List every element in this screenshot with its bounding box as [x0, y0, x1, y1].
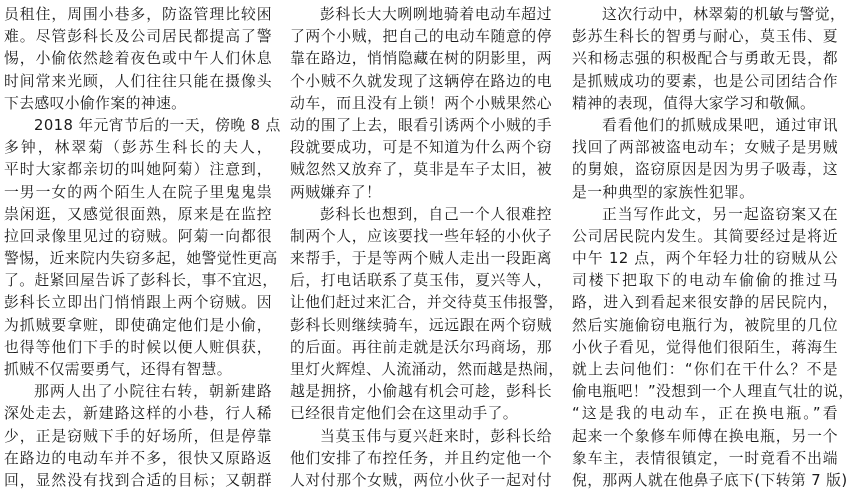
- paragraph-start-line: 彭科长大大咧咧地骑着电动车超过: [320, 6, 552, 23]
- text-line: 后，打电话联系了莫玉伟，夏兴等人，: [290, 272, 552, 290]
- text-line: 让他们赶过来汇合，并交待莫玉伟报警，: [290, 294, 564, 312]
- text-line: 然后实施偷窃电瓶行为，被院里的几位: [572, 316, 838, 334]
- text-line: 时间常来光顾，人们往往只能在摄像头: [4, 72, 272, 90]
- text-line: 一男一女的两个陌生人在院子里鬼鬼祟: [4, 183, 272, 201]
- text-line: 多钟，林翠菊（彭苏生科长的夫人，: [4, 139, 272, 157]
- text-line: 司楼下把取下的电动车偷偷的推过马: [572, 272, 838, 290]
- text-line: 已经很肯定他们会在这里动手了。: [290, 405, 518, 423]
- text-line: 是一种典型的家族性犯罪。: [572, 183, 755, 201]
- text-line: 回，显然没有找到合适的目标；又朝群: [4, 471, 272, 489]
- text-line: 是抓贼成功的要素，也是公司团结合作: [572, 72, 838, 90]
- text-line: 下去感叹小偷作案的神速。: [4, 94, 187, 112]
- text-line: “这是我的电动车，正在换电瓶。”看: [572, 405, 838, 423]
- text-line: 平时大家都亲切的叫她阿菊）注意到，: [4, 161, 272, 179]
- text-line: 找回了两部被盗电动车；女贼子是男贼: [572, 139, 838, 157]
- article-column-2: [290, 0, 564, 489]
- text-line: 小伙子看见，觉得他们很陌生，蒋海生: [572, 338, 838, 356]
- text-line: 动车，而且没有上锁！两个小贼果然心: [290, 94, 552, 112]
- text-line: 少，正是窃贼下手的好场所，但是停靠: [4, 427, 272, 445]
- paragraph-start-line: 看看他们的抓贼成果吧，通过审讯: [602, 116, 838, 134]
- text-line: 员租住，周围小巷多，防盗管理比较困: [4, 6, 272, 23]
- article-column-3: [572, 0, 854, 489]
- paragraph-start-line: 2018 年元宵节后的一天，傍晚 8 点: [34, 116, 281, 134]
- text-line: 路，进入到看起来很安静的居民院内，: [572, 294, 838, 312]
- article-column-1: [4, 0, 281, 489]
- text-line: 中午 12 点，两个年轻力壮的窃贼从公: [572, 250, 838, 268]
- text-line: 就上去问他们：“你们在干什么？不是: [572, 361, 838, 378]
- text-line: 彭科长则继续骑车，远远跟在两个窃贼: [290, 316, 552, 334]
- text-line: 两贼嫌弃了！: [290, 183, 382, 201]
- text-line: 惕，小偷依然趁着夜色或中午人们休息: [4, 50, 272, 68]
- text-line: 难。尽管彭科长及公司居民都提高了警: [4, 28, 272, 46]
- text-line: 动的围了上去，眼看引诱两个小贼的手: [290, 116, 552, 134]
- paragraph-start-line: 正当写作此文，另一起盗窃案又在: [602, 205, 838, 223]
- text-line: 了。赶紧回屋告诉了彭科长，事不宜迟，: [4, 272, 278, 290]
- paragraph-start-line: 彭科长也想到，自己一个人很难控: [320, 205, 552, 223]
- text-line: 深处走去，新建路这样的小巷，行人稀: [4, 405, 272, 423]
- text-line: 他们安排了布控任务，并且约定他一个: [290, 449, 552, 467]
- paragraph-start-line: 当莫玉伟与夏兴赶来时，彭科长给: [320, 427, 552, 445]
- text-line: 的后面。再往前走就是沃尔玛商场，那: [290, 338, 552, 356]
- paragraph-start-line: 这次行动中，林翠菊的机敏与警觉，: [602, 6, 846, 23]
- text-line: 为抓贼要拿赃，即使确定他们是小偷，: [4, 316, 272, 334]
- text-line: 公司居民院内发生。其简要经过是将近: [572, 227, 838, 245]
- text-line: 里灯火辉煌、人流涌动，然而越是热闹，: [290, 361, 564, 378]
- text-line: 警惕，近来院内失窃多起，她警觉性更高: [4, 250, 278, 268]
- text-line: 在路边的电动车并不多，很快又原路返: [4, 449, 272, 467]
- text-line: 来帮手，于是等两个贼人走出一段距离: [290, 250, 552, 268]
- text-line: 彭苏生科长的智勇与耐心，莫玉伟、夏: [572, 28, 838, 46]
- text-line: 偷电瓶吧！”没想到一个人理直气壮的说，: [572, 383, 854, 401]
- text-line: 彭科长立即出门悄悄跟上两个窃贼。因: [4, 294, 272, 312]
- text-line: 靠在路边，悄悄隐藏在树的阴影里，两: [290, 50, 552, 68]
- text-line: 精神的表现，值得大家学习和敬佩。: [572, 94, 816, 112]
- text-line: 制两个人，应该要找一些年轻的小伙子: [290, 227, 552, 245]
- text-line: 个小贼不久就发现了这辆停在路边的电: [290, 72, 552, 90]
- text-line: 也得等他们下手的时候以便人赃俱获，: [4, 338, 272, 356]
- paragraph-start-line: 那两人出了小院往右转，朝新建路: [34, 383, 272, 401]
- text-line: 的舅娘，盗窃原因是因为男子吸毒，这: [572, 161, 838, 179]
- text-line: 人对付那个女贼，两位小伙子一起对付: [290, 471, 552, 489]
- text-line: 起来一个象修车师傅在换电瓶，另一个: [572, 427, 838, 445]
- text-line: 了两个小贼，把自己的电动车随意的停: [290, 28, 552, 46]
- text-line: 兴和杨志强的积极配合与勇敢无畏，都: [572, 50, 838, 68]
- continued-notice-line: 倪，那两人就在他鼻子底下(下转第 7 版): [572, 471, 848, 489]
- text-line: 抓贼不仅需要勇气，还得有智慧。: [4, 361, 232, 378]
- text-line: 越是拥挤，小偷越有机会可趁，彭科长: [290, 383, 552, 401]
- text-line: 拉回录像里见过的窃贼。阿菊一向都很: [4, 227, 272, 245]
- text-line: 贼忽然又放弃了，莫非是车子太旧，被: [290, 161, 552, 179]
- text-line: 祟闲逛，又感觉很面熟，原来是在监控: [4, 205, 272, 223]
- text-line: 象车主，表情很镇定，一时竟看不出端: [572, 449, 838, 467]
- text-line: 段就要成功，可是不知道为什么两个窃: [290, 139, 552, 157]
